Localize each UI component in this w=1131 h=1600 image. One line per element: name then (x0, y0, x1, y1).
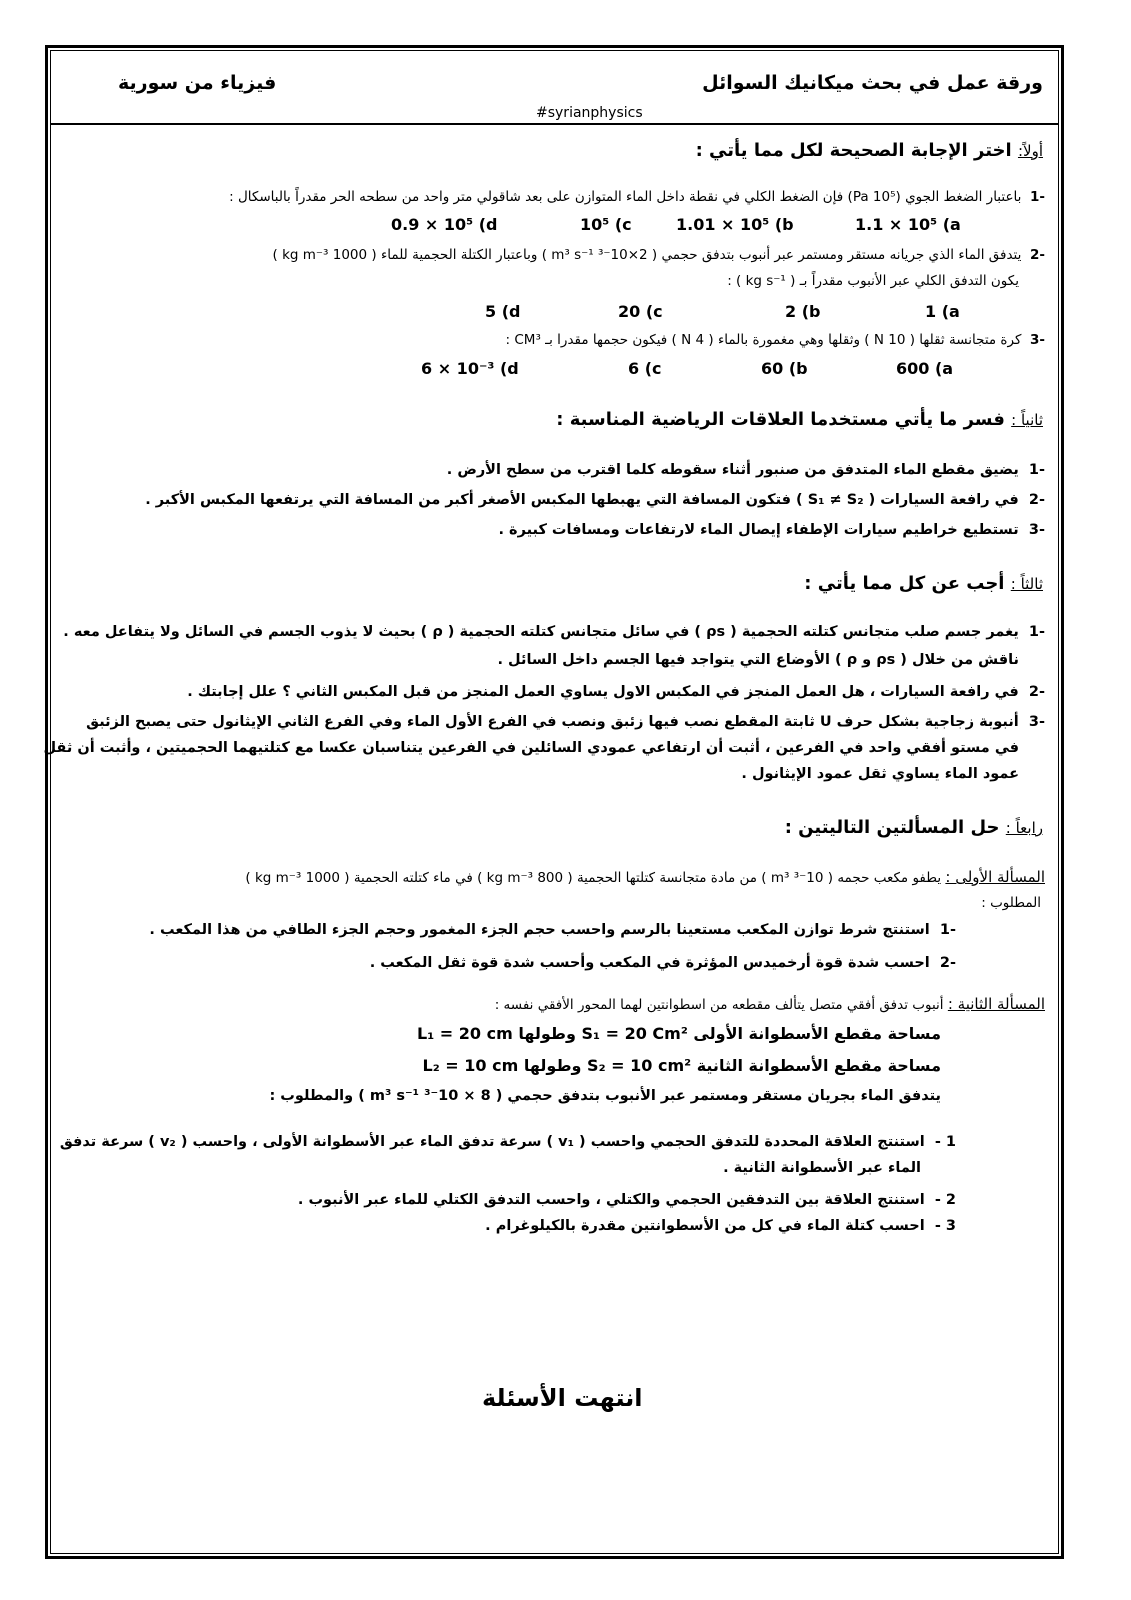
s2-item-3-num: -3 (1028, 522, 1045, 538)
problem2-item-1 (60, 1134, 956, 1150)
problem1-item-1-num: -1 (939, 922, 956, 938)
s1-q3-option-a: 600 (a (896, 359, 954, 378)
s1-q2-option-a: 1 (a (925, 302, 960, 321)
s3-q2-text: في رافعة السيارات ، هل العمل المنجز في المكبس الاول يساوي العمل المنجز من قبل المكبس الثاني ؟ علل إجابتك . (187, 684, 1019, 700)
s1-q3-option-b: 60 (b (761, 359, 808, 378)
problem2-item-2-num: 2 - (934, 1192, 956, 1208)
problem2-item-3-num: 3 - (934, 1218, 956, 1234)
s1-q1-option-a: 1.1 × 10⁵ (a (855, 215, 961, 234)
s3-q1-line1: يغمر جسم صلب متجانس كتلته الحجمية ( ρs ) في سائل متجانس كتلته الحجمية ( ρ ) بحيث لا يذوب الجسم في السائل ولا يتفاعل معه . (63, 624, 1019, 640)
problem1-text: يطفو مكعب حجمه ( 10⁻³ m³ ) من مادة متجانسة كتلتها الحجمية ( 800 kg m⁻³ ) في ماء كتلته الحجمية ( 1000 kg m⁻³ ) (245, 870, 942, 886)
s2-item-1-num: -1 (1028, 462, 1045, 478)
section1-prefix: أولاً: (1017, 142, 1043, 160)
s2-item-1 (447, 462, 1045, 478)
problem2-cylinder-2: مساحة مقطع الأسطوانة الثانية S₂ = 10 cm² وطولها L₂ = 10 cm (422, 1056, 941, 1075)
s1-q2-option-b: 2 (b (785, 302, 821, 321)
s1-q1-num: -1 (1029, 189, 1045, 205)
s1-q3-text: كرة متجانسة ثقلها ( 10 N ) وثقلها وهي مغمورة بالماء ( 4 N ) فيكون حجمها مقدرا بـ CM³ : (505, 332, 1022, 348)
s1-q1-option-b: 1.01 × 10⁵ (b (676, 215, 794, 234)
brand-name: فيزياء من سورية (118, 72, 277, 94)
s1-q2-option-d: 5 (d (485, 302, 521, 321)
problem1-required: المطلوب : (981, 895, 1041, 911)
s3-q2-num: -2 (1028, 684, 1045, 700)
problem2-item-1-num: 1 - (934, 1134, 956, 1150)
problem2-item-3-line1: احسب كتلة الماء في كل من الأسطوانتين مقدرة بالكيلوغرام . (485, 1218, 925, 1234)
header-divider (50, 123, 1059, 125)
section2-prefix: ثانياً : (1011, 411, 1043, 429)
section4-title: حل المسألتين التاليتين : (784, 817, 1000, 838)
problem1-item-2-text: احسب شدة قوة أرخميدس المؤثرة في المكعب وأحسب شدة قوة ثقل المكعب . (369, 955, 930, 971)
s2-item-2-num: -2 (1028, 492, 1045, 508)
s3-q3 (86, 714, 1045, 730)
problem1-title: المسألة الأولى : (945, 868, 1045, 886)
end-of-questions: انتهت الأسئلة (482, 1384, 643, 1412)
section3-heading (804, 573, 1043, 594)
s1-q1-text: باعتبار الضغط الجوي (10⁵ Pa) فإن الضغط الكلي في نقطة داخل الماء المتوازن على بعد شاقولي متر واحد من سطحه الحر مقدراً بالباسكال : (229, 189, 1022, 205)
section2-heading (556, 409, 1043, 430)
problem2-flow: يتدفق الماء بجريان مستقر ومستمر عبر الأنبوب بتدفق حجمي ( 8 × 10⁻³ m³ s⁻¹ ) والمطلوب : (269, 1088, 941, 1104)
section4-prefix: رابعاً : (1005, 819, 1043, 837)
s1-q3-num: -3 (1029, 332, 1045, 348)
section3-title: أجب عن كل مما يأتي : (804, 573, 1005, 594)
section1-title: اختر الإجابة الصحيحة لكل مما يأتي : (695, 140, 1012, 161)
problem2-item-1-line2: الماء عبر الأسطوانة الثانية . (723, 1160, 921, 1176)
problem2-cylinder-1: مساحة مقطع الأسطوانة الأولى S₁ = 20 Cm² وطولها L₁ = 20 cm (417, 1024, 941, 1043)
s1-q1-option-d: 0.9 × 10⁵ (d (391, 215, 498, 234)
s3-q1-line2: ناقش من خلال ( ρs و ρ ) الأوضاع التي يتواجد فيها الجسم داخل السائل . (497, 652, 1019, 668)
s2-item-2-text: في رافعة السيارات ( S₁ ≠ S₂ ) فتكون المسافة التي يهبطها المكبس الأصغر أكبر من المسافة التي يرتفعها المكبس الأكبر . (145, 492, 1019, 508)
s1-q2-option-c: 20 (c (618, 302, 663, 321)
problem1-item-1 (149, 922, 956, 938)
s3-q3-line3: عمود الماء يساوي ثقل عمود الإيثانول . (741, 766, 1019, 782)
s3-q3-line1: أنبوبة زجاجية بشكل حرف U ثابتة المقطع نصب فيها زئبق ونصب في الفرع الأول الماء وفي الفرع الثاني الإيثانول حتى يصبح الزئبق (86, 714, 1019, 730)
hashtag: #syrianphysics (536, 105, 643, 121)
s3-q1 (63, 624, 1045, 640)
s3-q1-num: -1 (1028, 624, 1045, 640)
problem1-item-2-num: -2 (939, 955, 956, 971)
section1-heading (696, 140, 1043, 161)
problem2-item-3 (485, 1218, 956, 1234)
s3-q2 (187, 684, 1045, 700)
s1-q2-line2: يكون التدفق الكلي عبر الأنبوب مقدراً بـ ( kg s⁻¹ ) : (727, 273, 1019, 289)
problem1-item-1-text: استنتج شرط توازن المكعب مستعينا بالرسم واحسب حجم الجزء المغمور وحجم الجزء الطافي من هذا المكعب . (149, 922, 930, 938)
problem1-statement (245, 868, 1045, 886)
s2-item-2 (145, 492, 1045, 508)
s1-q1-option-c: 10⁵ (c (580, 215, 632, 234)
problem2-item-2-line1: استنتج العلاقة بين التدفقين الحجمي والكتلي ، واحسب التدفق الكتلي للماء عبر الأنبوب . (297, 1192, 925, 1208)
s1-q2-line1: يتدفق الماء الذي جريانه مستقر ومستمر عبر أنبوب بتدفق حجمي ( 2×10⁻³ m³ s⁻¹ ) وباعتبار الكتلة الحجمية للماء ( 1000 kg m⁻³ ) (272, 247, 1022, 263)
s1-q3 (506, 332, 1045, 348)
problem2-text: أنبوب تدفق أفقي متصل يتألف مقطعه من اسطوانتين لهما المحور الأفقي نفسه : (494, 997, 944, 1013)
s1-q3-option-c: 6 (c (628, 359, 662, 378)
problem2-statement (495, 995, 1045, 1013)
s3-q3-num: -3 (1028, 714, 1045, 730)
worksheet-title: ورقة عمل في بحث ميكانيك السوائل (702, 72, 1043, 94)
s1-q1 (229, 189, 1045, 205)
section3-prefix: ثالثاً : (1010, 575, 1043, 593)
section4-heading (785, 817, 1043, 838)
problem2-item-2 (298, 1192, 956, 1208)
problem2-title: المسألة الثانية : (947, 995, 1045, 1013)
s1-q2-num: -2 (1029, 247, 1045, 263)
s2-item-1-text: يضيق مقطع الماء المتدفق من صنبور أثناء سقوطه كلما اقترب من سطح الأرض . (446, 462, 1019, 478)
problem1-item-2 (370, 955, 956, 971)
s2-item-3 (498, 522, 1045, 538)
problem2-item-1-line1: استنتج العلاقة المحددة للتدفق الحجمي واحسب ( v₁ ) سرعة تدفق الماء عبر الأسطوانة الأولى ، واحسب ( v₂ ) سرعة تدفق (59, 1134, 925, 1150)
s1-q3-option-d: 6 × 10⁻³ (d (421, 359, 519, 378)
s2-item-3-text: تستطيع خراطيم سيارات الإطفاء إيصال الماء لارتفاعات ومسافات كبيرة . (498, 522, 1019, 538)
s1-q2 (273, 247, 1046, 263)
s3-q3-line2: في مستو أفقي واحد في الفرعين ، أثبت أن ارتفاعي عمودي السائلين في الفرعين يتناسبان عكسا مع كتلتيهما الحجميتين ، وأثبت أن ثقل (43, 740, 1019, 756)
section2-title: فسر ما يأتي مستخدما العلاقات الرياضية المناسبة : (556, 409, 1005, 430)
